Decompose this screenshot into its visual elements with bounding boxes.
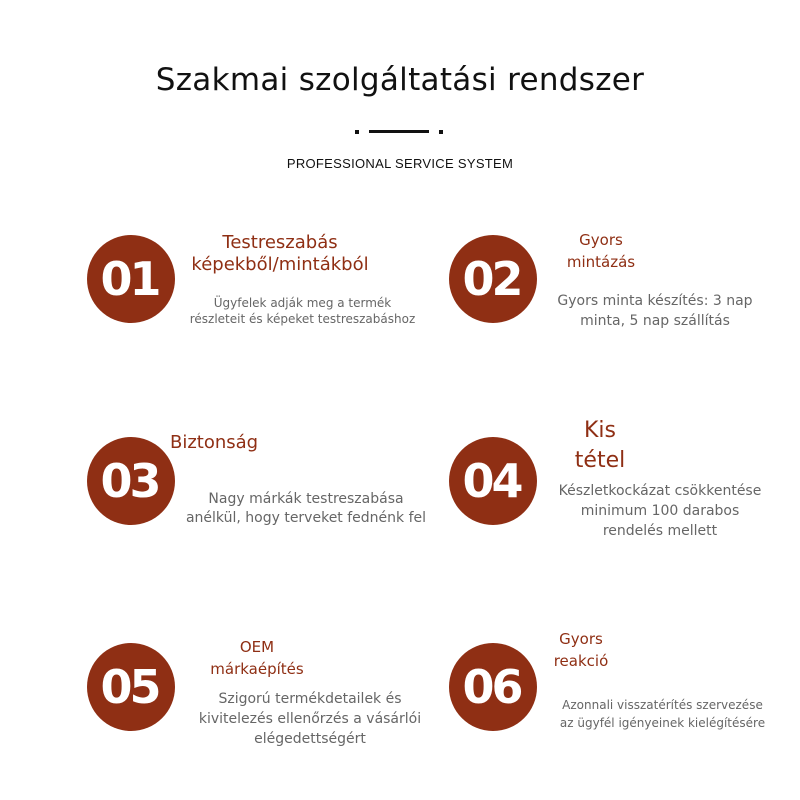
item-description: [170, 295, 435, 327]
item-number-badge: [449, 643, 537, 731]
item-heading-line: Gyors: [559, 630, 603, 648]
item-heading-line: tétel: [574, 448, 626, 473]
item-heading: [170, 432, 280, 454]
item-description-line: kivitelezés ellenőrzés a vásárlói: [198, 711, 422, 727]
item-description-line: rendelés mellett: [602, 523, 718, 539]
item-description-line: anélkül, hogy terveket fednénk fel: [185, 510, 427, 526]
item-description-line: Gyors minta készítés: 3 nap: [557, 293, 753, 309]
item-number-badge: [87, 643, 175, 731]
item-number: 02: [462, 252, 521, 306]
item-heading-line: reakció: [553, 652, 609, 670]
page-subtitle: PROFESSIONAL SERVICE SYSTEM: [286, 156, 514, 171]
item-description-line: részleteit és képeket testreszabáshoz: [189, 312, 416, 326]
item-number-badge: [449, 235, 537, 323]
item-number: 03: [100, 454, 159, 508]
item-heading: [170, 232, 390, 276]
item-heading: [560, 416, 640, 476]
item-description: [543, 481, 777, 541]
item-description-line: elégedettségért: [254, 731, 366, 747]
item-number-badge: [87, 235, 175, 323]
item-description: [540, 696, 785, 732]
item-heading: [540, 229, 662, 273]
item-description-line: az ügyfél igényeinek kielégítésére: [559, 716, 766, 730]
item-number-badge: [449, 437, 537, 525]
item-description-line: Azonnali visszatérítés szervezése: [562, 698, 763, 712]
divider-dot-left: [355, 130, 359, 134]
item-number: 04: [462, 454, 521, 508]
item-number: 01: [100, 252, 159, 306]
divider-bar: [369, 130, 429, 133]
item-description-line: minta, 5 nap szállítás: [580, 313, 730, 329]
item-description-line: Szigorú termékdetailek és: [218, 691, 402, 707]
item-description-line: minimum 100 darabos: [580, 503, 740, 519]
item-description: [175, 689, 445, 749]
item-number: 06: [462, 660, 521, 714]
page-title: Szakmai szolgáltatási rendszer: [155, 62, 645, 98]
item-description-line: Ügyfelek adják meg a termék: [213, 296, 392, 310]
item-heading-line: Testreszabás: [222, 232, 338, 253]
item-heading-line: mintázás: [566, 253, 636, 271]
item-heading-line: Biztonság: [170, 432, 259, 453]
item-description-line: Készletkockázat csökkentése: [558, 483, 762, 499]
item-heading-line: márkaépítés: [210, 660, 304, 678]
divider-dot-right: [439, 130, 443, 134]
item-number: 05: [100, 660, 159, 714]
item-heading-line: képekből/mintákból: [191, 254, 369, 275]
item-number-badge: [87, 437, 175, 525]
item-description: [545, 291, 765, 331]
item-heading: [540, 628, 622, 672]
item-heading-line: OEM: [239, 638, 275, 656]
item-heading: [190, 636, 324, 680]
item-description-line: Nagy márkák testreszabása: [208, 491, 404, 507]
item-description: [180, 490, 432, 528]
item-heading-line: Gyors: [579, 231, 623, 249]
item-heading-line: Kis: [583, 418, 616, 443]
title-divider: [0, 127, 800, 141]
